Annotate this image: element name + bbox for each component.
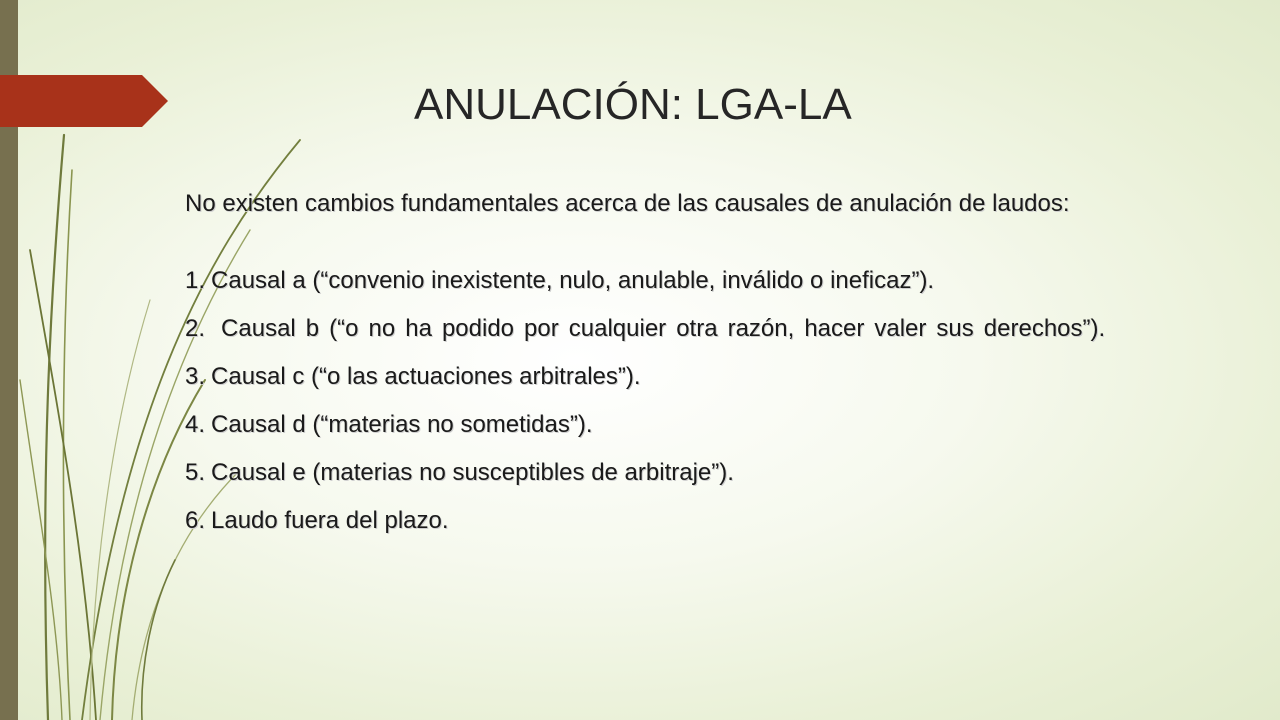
slide-title: ANULACIÓN: LGA-LA [414,80,852,129]
list-item-text: Causal e (materias no susceptibles de arbitraje”). [211,459,734,486]
list-item-number: 2. [185,315,206,342]
list-item-text: Causal c (“o las actuaciones arbitrales”). [211,363,641,390]
list-item-number: 5. [185,459,206,486]
list-item-number: 3. [185,363,206,390]
list-item-3 [185,362,1211,391]
list-item-text: Causal b (“o no ha podido por cualquier otra razón, hacer valer sus derechos”). [221,315,1106,342]
list-item-5 [185,458,1211,487]
list-item-6 [185,506,1211,535]
list-item-number: 4. [185,411,206,438]
list-item-number: 1. [185,267,206,294]
list-item-text: Causal a (“convenio inexistente, nulo, anulable, inválido o ineficaz”). [211,267,935,294]
list-item-4 [185,410,1211,439]
title-accent-arrow [0,75,168,127]
list-item-text: Laudo fuera del plazo. [211,507,449,534]
slide-body [185,189,1211,554]
list-item-2 [185,314,1211,343]
intro-paragraph: No existen cambios fundamentales acerca de las causales de anulación de laudos: [185,190,1070,217]
list-item-text: Causal d (“materias no sometidas”). [211,411,593,438]
list-item-number: 6. [185,507,206,534]
list-item-1 [185,266,1211,295]
